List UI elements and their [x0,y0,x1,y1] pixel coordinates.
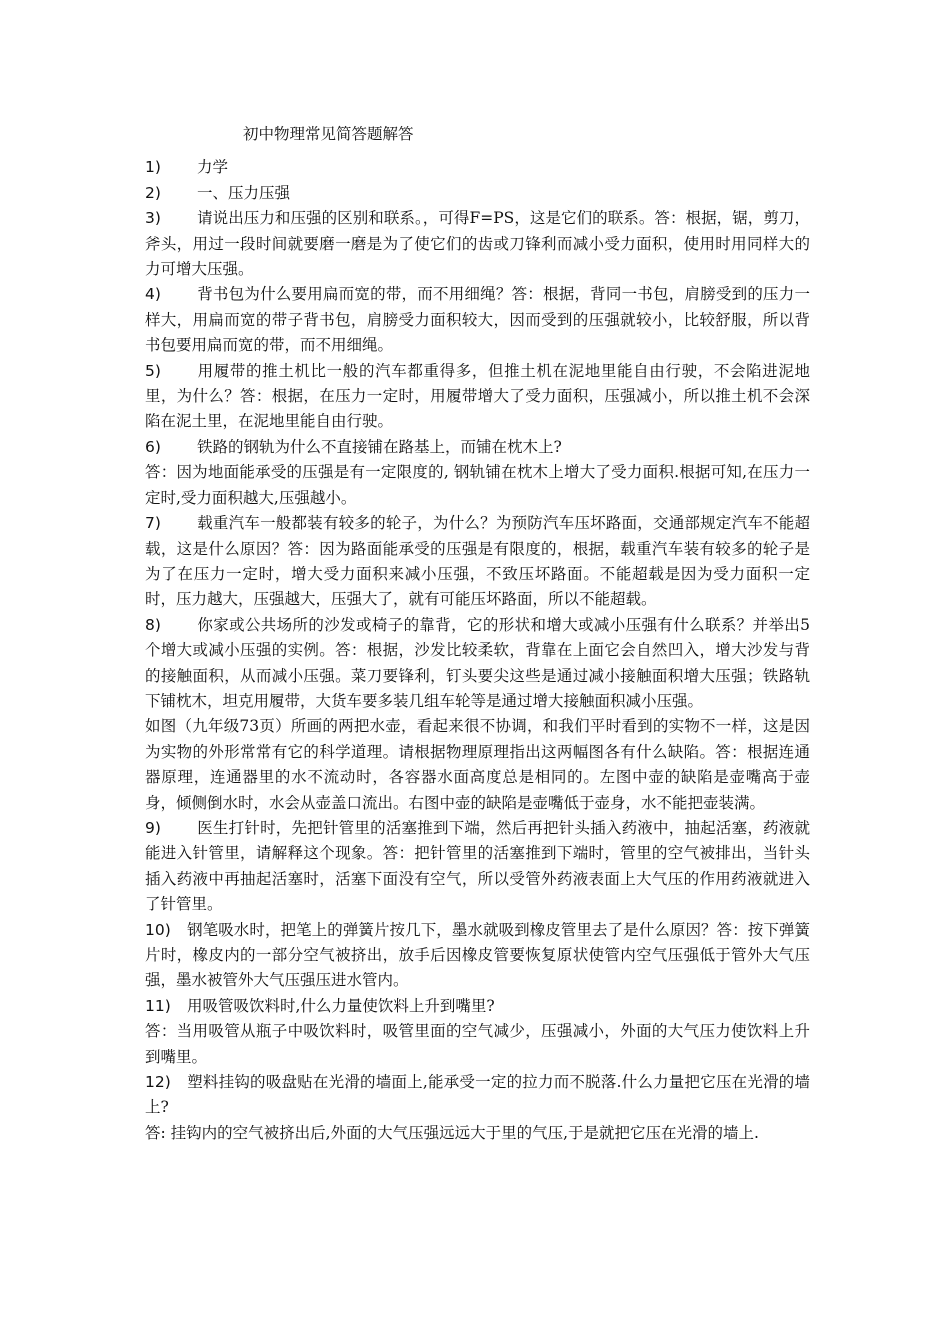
item-text: 用履带的推土机比一般的汽车都重得多，但推土机在泥地里能自由行驶，不会陷进泥地里，为什么？答：根据，在压力一定时，用履带增大了受力面积，压强减小，所以推土机不会深陷在泥土里，在泥地里能自由行驶。 [145,361,810,431]
item-text: 塑料挂钩的吸盘贴在光滑的墙面上,能承受一定的拉力而不脱落.什么力量把它压在光滑的墙上? [145,1073,810,1117]
answer-paragraph: 答: 挂钩内的空气被挤出后,外面的大气压强远远大于里的气压,于是就把它压在光滑的墙上. [145,1123,759,1142]
item-number: 3) [145,209,161,228]
paragraph [145,1070,810,1121]
item-number: 7) [145,514,161,533]
item-number: 4) [145,285,161,304]
paragraph [145,435,810,460]
paragraph [145,918,810,994]
item-text: 铁路的钢轨为什么不直接铺在路基上，而铺在枕木上? [197,437,562,456]
item-text: 用吸管吸饮料时,什么力量使饮料上升到嘴里? [187,996,495,1015]
item-number: 2) [145,183,161,202]
item-text: 请说出压力和压强的区别和联系。，可得F=PS，这是它们的联系。答：根据，锯，剪刀，斧头，用过一段时间就要磨一磨是为了使它们的齿或刀锋利而减小受力面积，使用时用同样大的力可增大压强。 [145,209,810,279]
item-number: 11) [145,996,171,1015]
item-number: 9) [145,818,161,837]
item-text: 医生打针时，先把针管里的活塞推到下端，然后再把针头插入药液中，抽起活塞，药液就能进入针管里，请解释这个现象。答：把针管里的活塞推到下端时，管里的空气被排出，当针头插入药液中再抽起活塞时，活塞下面没有空气，所以受管外药液表面上大气压的作用药液就进入了针管里。 [145,818,810,914]
answer-paragraph: 答：当用吸管从瓶子中吸饮料时，吸管里面的空气减少，压强减小，外面的大气压力使饮料上升到嘴里。 [145,1022,810,1066]
paragraph [145,282,810,358]
paragraph [145,155,810,180]
paragraph [145,613,810,715]
item-text: 钢笔吸水时，把笔上的弹簧片按几下，墨水就吸到橡皮管里去了是什么原因？答：按下弹簧片时，橡皮内的一部分空气被挤出，放手后因橡皮管要恢复原状使管内空气压强低于管外大气压强，墨水被管外大气压强压进水管内。 [145,920,810,990]
item-number: 1) [145,158,161,177]
item-text: 载重汽车一般都装有较多的轮子，为什么？为预防汽车压坏路面，交通部规定汽车不能超载，这是什么原因？答：因为路面能承受的压强是有限度的，根据，载重汽车装有较多的轮子是为了在压力一定时，增大受力面积来减小压强，不致压坏路面。不能超载是因为受力面积一定时，压力越大，压强越大，压强大了，就有可能压坏路面，所以不能超载。 [145,514,810,609]
item-number: 8) [145,615,161,634]
item-number: 12) [145,1073,171,1092]
item-text: 你家或公共场所的沙发或椅子的靠背，它的形状和增大或减小压强有什么联系？并举出5个增大或减小压强的实例。答：根据，沙发比较柔软，背靠在上面它会自然凹入，增大沙发与背的接触面积，从而减小压强。菜刀要锋利，钉头要尖这些是通过减小接触面积增大压强；铁路轨下铺枕木，坦克用履带，大货车要多装几组车轮等是通过增大接触面积减小压强。 [145,615,810,710]
document-page [145,122,810,1146]
free-paragraph: 如图（九年级73页）所画的两把水壶，看起来很不协调，和我们平时看到的实物不一样，这是因为实物的外形常常有它的科学道理。请根据物理原理指出这两幅图各有什么缺陷。答：根据连通器原理，连通器里的水不流动时，各容器水面高度总是相同的。左图中壶的缺陷是壶嘴高于壶身，倾侧倒水时，水会从壶盖口流出。右图中壶的缺陷是壶嘴低于壶身，水不能把壶装满。 [145,717,810,812]
item-text: 一、压力压强 [197,183,291,202]
item-text: 力学 [197,158,229,177]
item-number: 6) [145,437,161,456]
answer-paragraph: 答：因为地面能承受的压强是有一定限度的, 钢轨铺在枕木上增大了受力面积.根据可知,在压力一定时,受力面积越大,压强越小。 [145,463,810,507]
paragraph [145,206,810,282]
paragraph [145,816,810,918]
paragraph [145,994,810,1019]
item-text: 背书包为什么要用扁而宽的带，而不用细绳？答：根据，背同一书包，肩膀受到的压力一样大，用扁而宽的带子背书包，肩膀受力面积较大，因而受到的压强就较小，比较舒服，所以背书包要用扁而宽的带，而不用细绳。 [145,285,810,355]
paragraph [145,511,810,613]
page-title: 初中物理常见简答题解答 [243,125,414,143]
item-number: 10) [145,920,171,939]
paragraph [145,181,810,206]
item-number: 5) [145,361,161,380]
paragraph [145,359,810,435]
